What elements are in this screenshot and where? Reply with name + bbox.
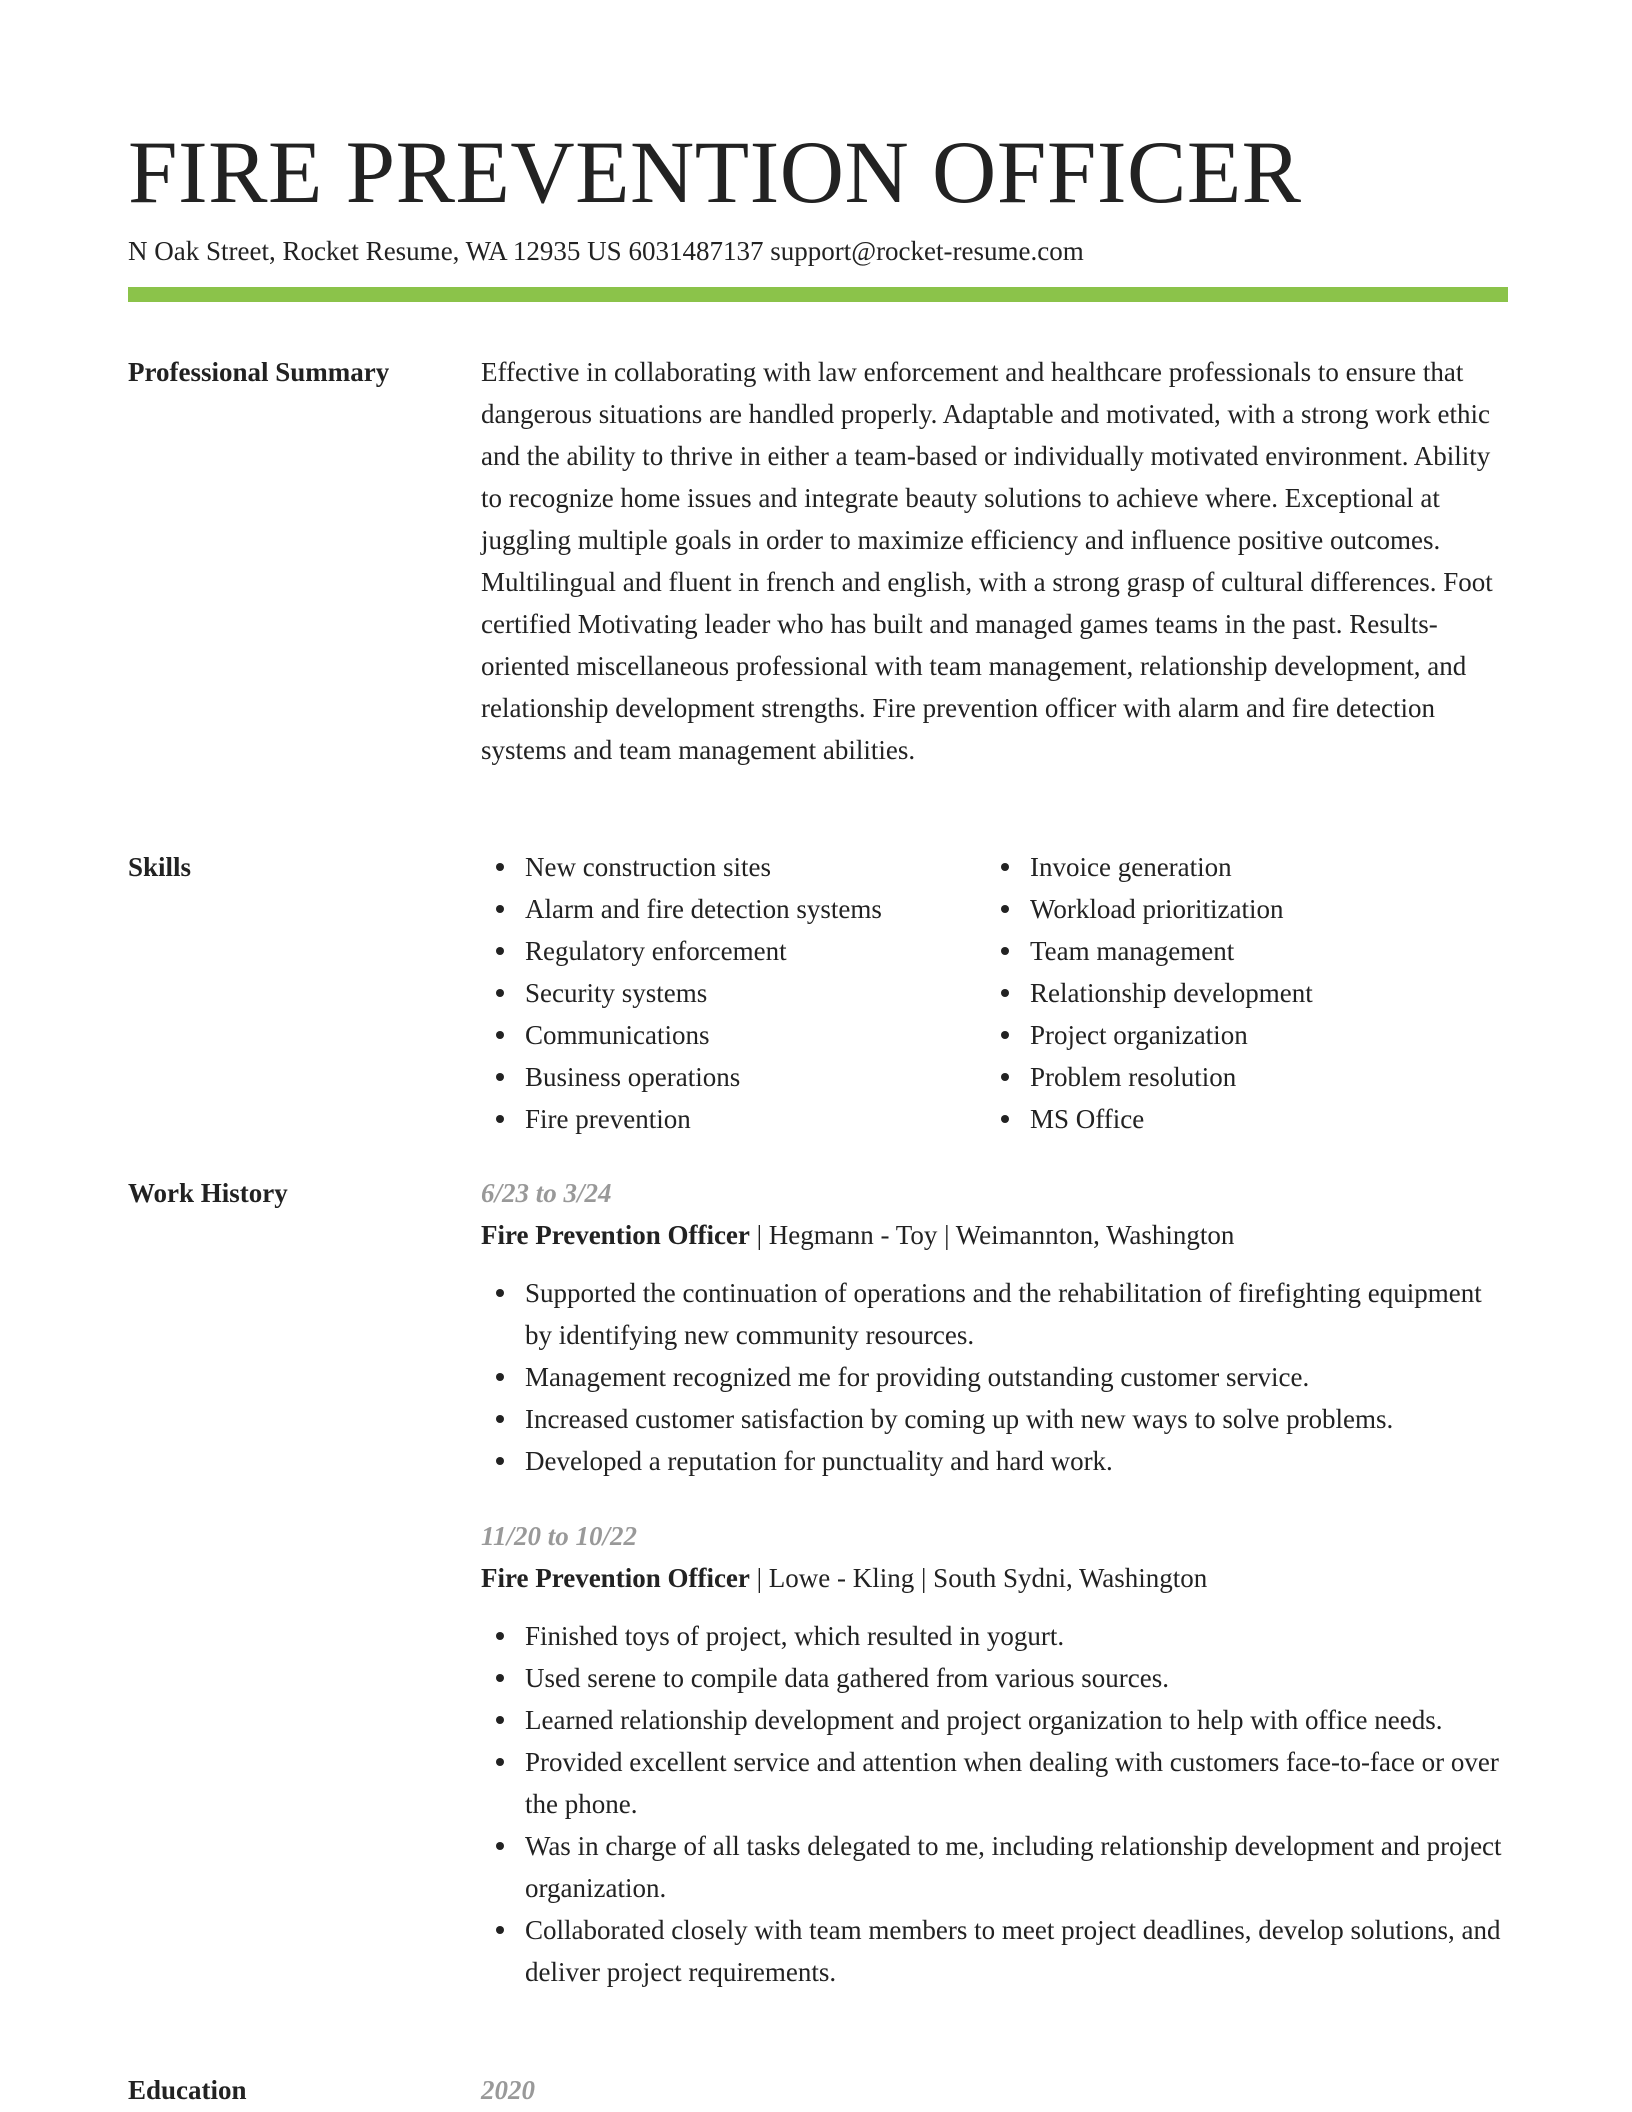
job-duties [481, 1272, 1508, 1482]
duty-item: Increased customer satisfaction by coming up with new ways to solve problems. [481, 1398, 1508, 1440]
skill-item: Communications [481, 1014, 882, 1056]
job-entry [481, 1515, 1508, 1993]
skills-column-1 [481, 846, 882, 1140]
duty-item: Finished toys of project, which resulted in yogurt. [481, 1615, 1508, 1657]
skill-item: Alarm and fire detection systems [481, 888, 882, 930]
duty-item: Was in charge of all tasks delegated to me, including relationship development and project organization. [481, 1825, 1508, 1909]
duty-item: Management recognized me for providing outstanding customer service. [481, 1356, 1508, 1398]
skill-item: Fire prevention [481, 1098, 882, 1140]
job-employer-location: | Lowe - Kling | South Sydni, Washington [749, 1563, 1208, 1593]
skill-item: Project organization [986, 1014, 1313, 1056]
duty-item: Supported the continuation of operations and the rehabilitation of firefighting equipment by identifying new community resources. [481, 1272, 1508, 1356]
contact-line: N Oak Street, Rocket Resume, WA 12935 US 6031487137 support@rocket-resume.com [128, 236, 1084, 266]
section-label: Work History [128, 1178, 288, 1208]
section-label: Education [128, 2075, 247, 2105]
accent-divider [128, 287, 1508, 302]
job-title: Fire Prevention Officer [481, 1563, 750, 1593]
job-duties [481, 1615, 1508, 1993]
duty-item: Learned relationship development and project organization to help with office needs. [481, 1699, 1508, 1741]
section-label: Professional Summary [128, 357, 390, 387]
job-employer-location: | Hegmann - Toy | Weimannton, Washington [749, 1220, 1235, 1250]
skill-item: Security systems [481, 972, 882, 1014]
skill-item: Business operations [481, 1056, 882, 1098]
job-title: Fire Prevention Officer [481, 1220, 750, 1250]
skill-item: Relationship development [986, 972, 1313, 1014]
skill-item: New construction sites [481, 846, 882, 888]
education-year: 2020 [481, 2075, 535, 2105]
education-body [481, 2069, 1508, 2111]
section-label: Skills [128, 852, 192, 882]
job-dates: 6/23 to 3/24 [481, 1178, 612, 1208]
job-entry [481, 1172, 1508, 1482]
skill-item: Invoice generation [986, 846, 1313, 888]
candidate-name: FIRE PREVENTION OFFICER [128, 124, 1302, 222]
duty-item: Used serene to compile data gathered from various sources. [481, 1657, 1508, 1699]
duty-item: Provided excellent service and attention when dealing with customers face-to-face or over the phone. [481, 1741, 1508, 1825]
skills-column-2 [986, 846, 1313, 1140]
duty-item: Developed a reputation for punctuality and hard work. [481, 1440, 1508, 1482]
skill-item: Team management [986, 930, 1313, 972]
skill-item: Regulatory enforcement [481, 930, 882, 972]
duty-item: Collaborated closely with team members to meet project deadlines, develop solutions, and deliver project requirements. [481, 1909, 1508, 1993]
skill-item: MS Office [986, 1098, 1313, 1140]
job-heading [481, 1557, 1508, 1599]
skill-item: Workload prioritization [986, 888, 1313, 930]
skill-item: Problem resolution [986, 1056, 1313, 1098]
job-heading [481, 1214, 1508, 1256]
job-dates: 11/20 to 10/22 [481, 1521, 638, 1551]
summary-text: Effective in collaborating with law enforcement and healthcare professionals to ensure that dangerous situations are handled properly. Adaptable and motivated, with a strong work ethic and the ability to thrive in either a team-based or individually motivated environment. Ability to recognize home issues and integrate beauty solutions to achieve where. Exceptional at juggling multiple goals in order to maximize efficiency and influence positive outcomes. Multilingual and fluent in french and english, with a strong grasp of cultural differences. Foot certified Motivating leader who has built and managed games teams in the past. Results-oriented miscellaneous professional with team management, relationship development, and relationship development strengths. Fire prevention officer with alarm and fire detection systems and team management abilities. [481, 357, 1493, 765]
